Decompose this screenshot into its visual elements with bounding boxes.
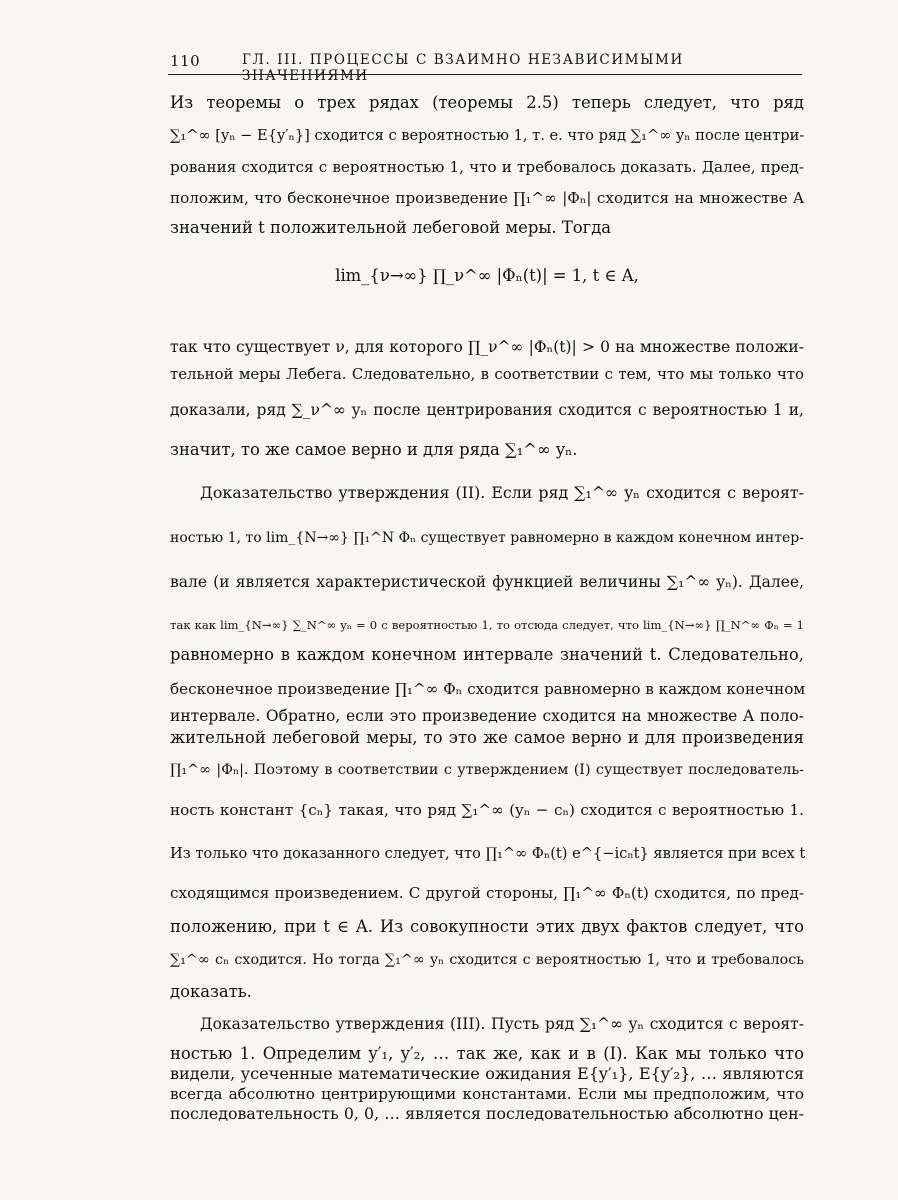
text-line: вале (и является характеристической функцией величины ∑₁^∞ yₙ). Далее, [170,573,804,591]
text-line: ностью 1. Определим y′₁, y′₂, … так же, как и в (I). Как мы только что [170,1044,804,1063]
text-line: видели, усеченные математические ожидания E{y′₁}, E{y′₂}, … являются [170,1064,804,1083]
running-header [168,52,802,84]
text-line: рования сходится с вероятностью 1, что и требовалось доказать. Далее, пред- [170,158,804,176]
text-line: жительной лебеговой меры, то это же самое верно и для произведения [170,728,804,747]
text-line: доказали, ряд ∑_ν^∞ yₙ после центрирования сходится с вероятностью 1 и, [170,401,804,419]
display-formula: lim_{ν→∞} ∏_ν^∞ |Φₙ(t)| = 1, t ∈ A, [335,266,639,285]
text-line: доказать. [170,982,252,1001]
text-line: бесконечное произведение ∏₁^∞ Φₙ сходится равномерно в каждом конечном [170,680,806,698]
text-line: интервале. Обратно, если это произведение сходится на множестве A поло- [170,707,804,725]
text-line: ность констант {cₙ} такая, что ряд ∑₁^∞ (yₙ − cₙ) сходится с вероятностью 1. [170,801,804,819]
text-line: сходящимся произведением. С другой стороны, ∏₁^∞ Φₙ(t) сходится, по пред- [170,884,804,902]
text-line: ностью 1, то lim_{N→∞} ∏₁^N Φₙ существует равномерно в каждом конечном интер- [170,530,804,546]
text-line: ∑₁^∞ cₙ сходится. Но тогда ∑₁^∞ yₙ сходится с вероятностью 1, что и требовалось [170,952,804,968]
page-number: 110 [170,52,201,70]
text-line: Из только что доказанного следует, что ∏₁^∞ Φₙ(t) e^{−icₙt} является при всех t [170,845,806,862]
text-line: положению, при t ∈ A. Из совокупности этих двух фактов следует, что [170,917,804,936]
text-line: ∏₁^∞ |Φₙ|. Поэтому в соответствии с утверждением (I) существует последователь- [170,762,804,778]
text-line: Из теоремы о трех рядах (теоремы 2.5) теперь следует, что ряд [170,93,804,112]
text-line: всегда абсолютно центрирующими константами. Если мы предположим, что [170,1085,804,1103]
text-line: так как lim_{N→∞} ∑_N^∞ yₙ = 0 с вероятностью 1, то отсюда следует, что lim_{N→∞} ∏_N^∞ Φₙ = 1 [170,618,804,632]
text-line: ∑₁^∞ [yₙ − E{y′ₙ}] сходится с вероятностью 1, т. е. что ряд ∑₁^∞ yₙ после центри- [170,127,805,144]
text-line: значений t положительной лебеговой меры. Тогда [170,218,612,237]
text-line: последовательность 0, 0, … является последовательностью абсолютно цен- [170,1104,804,1123]
text-line: тельной меры Лебега. Следовательно, в соответствии с тем, что мы только что [170,365,804,383]
text-line: равномерно в каждом конечном интервале значений t. Следовательно, [170,645,804,664]
text-line: так что существует ν, для которого ∏_ν^∞ |Φₙ(t)| > 0 на множестве положи- [170,338,804,356]
paragraph-start: Доказательство утверждения (II). Если ряд ∑₁^∞ yₙ сходится с вероят- [200,483,804,502]
text-line: значит, то же самое верно и для ряда ∑₁^∞ yₙ. [170,440,578,459]
text-line: положим, что бесконечное произведение ∏₁^∞ |Φₙ| сходится на множестве A [170,189,804,207]
running-title: ГЛ. III. ПРОЦЕССЫ С ВЗАИМНО НЕЗАВИСИМЫМИ ЗНАЧЕНИЯМИ [242,52,684,84]
paragraph-start: Доказательство утверждения (III). Пусть ряд ∑₁^∞ yₙ сходится с вероят- [200,1015,804,1033]
